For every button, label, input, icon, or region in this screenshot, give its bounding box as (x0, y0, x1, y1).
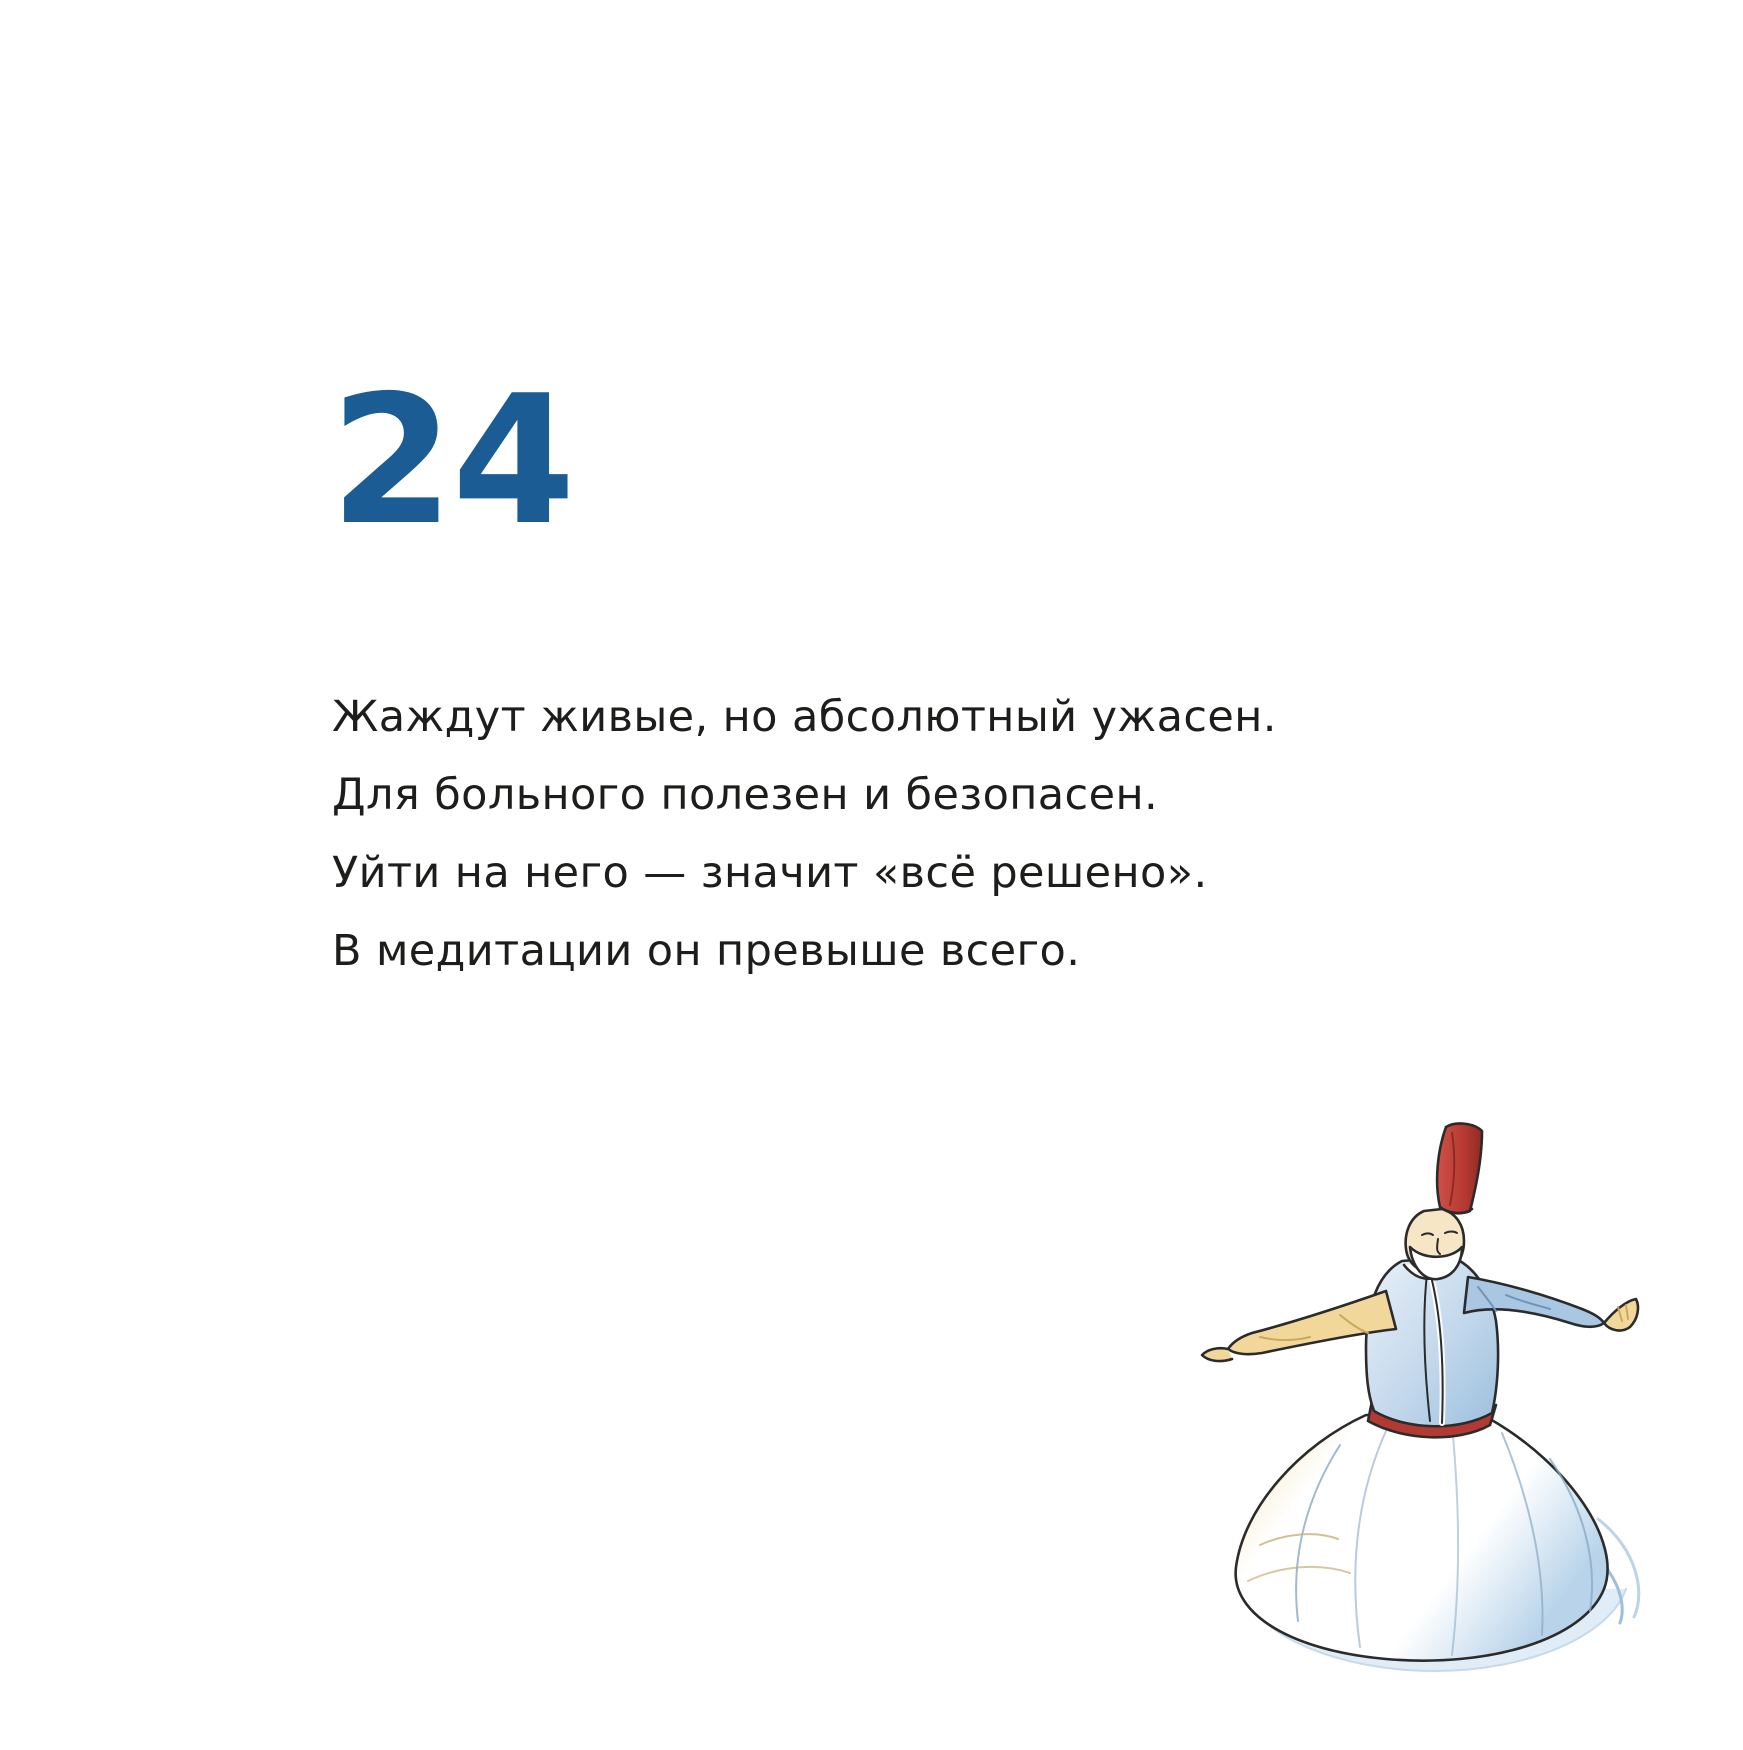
whirling-dervish-illustration (1190, 1115, 1660, 1685)
poem-line: Для больного полезен и безопасен. (332, 770, 1159, 820)
poem-line: Жаждут живые, но абсолютный ужасен. (332, 692, 1277, 742)
poem-line: В медитации он превыше всего. (332, 926, 1081, 976)
poem-block (332, 678, 1482, 990)
page-number: 24 (330, 357, 574, 564)
poem-line: Уйти на него — значит «всё решено». (332, 848, 1208, 898)
